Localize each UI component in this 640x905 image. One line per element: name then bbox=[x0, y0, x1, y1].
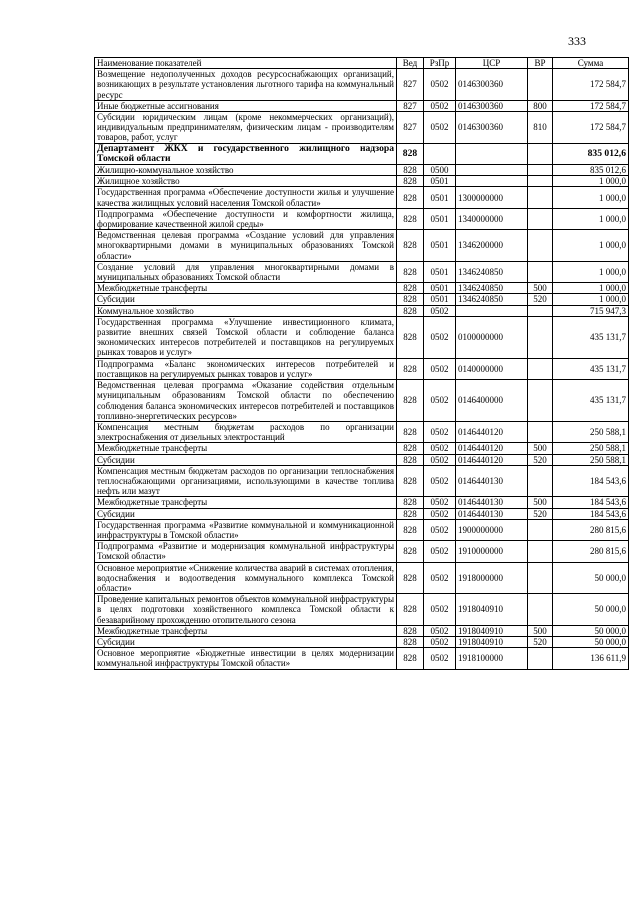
cell-name: Компенсация местным бюджетам расходов по организации электроснабжения от дизельных электростанций bbox=[95, 421, 397, 442]
cell-vr: 520 bbox=[528, 294, 553, 305]
cell-csr: 1346240850 bbox=[456, 283, 528, 294]
cell-vr: 800 bbox=[528, 100, 553, 111]
cell-vr bbox=[528, 380, 553, 422]
cell-ved: 828 bbox=[397, 519, 424, 540]
table-row bbox=[95, 358, 629, 379]
cell-vr: 810 bbox=[528, 112, 553, 144]
cell-sum: 835 012,6 bbox=[553, 165, 629, 176]
budget-table bbox=[94, 57, 629, 670]
cell-vr bbox=[528, 421, 553, 442]
cell-name: Подпрограмма «Развитие и модернизация коммунальной инфраструктуры Томской области» bbox=[95, 541, 397, 562]
table-row bbox=[95, 421, 629, 442]
cell-vr bbox=[528, 316, 553, 358]
cell-csr: 0146440130 bbox=[456, 508, 528, 519]
cell-sum: 184 543,6 bbox=[553, 497, 629, 508]
cell-name: Проведение капитальных ремонтов объектов коммунальной инфраструктуры в целях подготовки хозяйственного комплекса Томской области к безаварийному прохождению отопительного сезона bbox=[95, 594, 397, 626]
cell-rzpr: 0502 bbox=[424, 305, 456, 316]
page-number: 333 bbox=[568, 34, 586, 48]
cell-sum: 435 131,7 bbox=[553, 316, 629, 358]
cell-rzpr: 0501 bbox=[424, 261, 456, 282]
cell-csr: 0140000000 bbox=[456, 358, 528, 379]
cell-csr bbox=[456, 176, 528, 187]
table-row bbox=[95, 465, 629, 497]
table-header-row bbox=[95, 58, 629, 69]
cell-name: Государственная программа «Развитие коммунальной и коммуникационной инфраструктуры в Томской области» bbox=[95, 519, 397, 540]
cell-sum: 250 588,1 bbox=[553, 443, 629, 454]
cell-csr: 1346240850 bbox=[456, 261, 528, 282]
table-body bbox=[95, 69, 629, 669]
cell-ved: 827 bbox=[397, 100, 424, 111]
cell-sum: 50 000,0 bbox=[553, 594, 629, 626]
cell-rzpr: 0502 bbox=[424, 112, 456, 144]
cell-csr: 1900000000 bbox=[456, 519, 528, 540]
cell-sum: 1 000,0 bbox=[553, 261, 629, 282]
cell-rzpr bbox=[424, 143, 456, 164]
cell-vr: 500 bbox=[528, 283, 553, 294]
cell-sum: 280 815,6 bbox=[553, 519, 629, 540]
table-row bbox=[95, 294, 629, 305]
cell-name: Жилищное хозяйство bbox=[95, 176, 397, 187]
cell-sum: 1 000,0 bbox=[553, 176, 629, 187]
table-row bbox=[95, 443, 629, 454]
table-row bbox=[95, 283, 629, 294]
table-row bbox=[95, 636, 629, 647]
cell-ved: 828 bbox=[397, 636, 424, 647]
column-header-name: Наименование показателей bbox=[95, 58, 397, 69]
cell-name: Создание условий для управления многоквартирными домами в муниципальных образованиях Томской области bbox=[95, 261, 397, 282]
cell-rzpr: 0502 bbox=[424, 465, 456, 497]
table-row bbox=[95, 261, 629, 282]
cell-rzpr: 0502 bbox=[424, 636, 456, 647]
cell-name: Межбюджетные трансферты bbox=[95, 497, 397, 508]
cell-rzpr: 0502 bbox=[424, 508, 456, 519]
cell-vr bbox=[528, 143, 553, 164]
cell-rzpr: 0502 bbox=[424, 497, 456, 508]
table-row bbox=[95, 625, 629, 636]
column-header-csr: ЦСР bbox=[456, 58, 528, 69]
cell-vr bbox=[528, 261, 553, 282]
cell-ved: 828 bbox=[397, 648, 424, 669]
cell-ved: 827 bbox=[397, 69, 424, 101]
cell-ved: 828 bbox=[397, 625, 424, 636]
cell-name: Подпрограмма «Обеспечение доступности и комфортности жилища, формирование качественной жилой среды» bbox=[95, 208, 397, 229]
cell-name: Коммунальное хозяйство bbox=[95, 305, 397, 316]
cell-ved: 828 bbox=[397, 230, 424, 262]
cell-ved: 828 bbox=[397, 443, 424, 454]
cell-csr: 0146300360 bbox=[456, 100, 528, 111]
cell-vr bbox=[528, 208, 553, 229]
cell-name: Ведомственная целевая программа «Оказание содействия отдельным муниципальным образованиям Томской области по обеспечению соблюдения баланса экономических интересов потребителей и поставщиков топливно-энергетических ресурсов» bbox=[95, 380, 397, 422]
cell-ved: 828 bbox=[397, 541, 424, 562]
cell-name: Ведомственная целевая программа «Создание условий для управления многоквартирными домами в муниципальных образованиях Томской области» bbox=[95, 230, 397, 262]
cell-name: Основное мероприятие «Снижение количества аварий в системах отопления, водоснабжения и водоотведения коммунального комплекса Томской области» bbox=[95, 562, 397, 594]
table-row bbox=[95, 165, 629, 176]
cell-ved: 828 bbox=[397, 421, 424, 442]
table-row bbox=[95, 594, 629, 626]
cell-rzpr: 0502 bbox=[424, 380, 456, 422]
cell-csr: 1346240850 bbox=[456, 294, 528, 305]
cell-rzpr: 0502 bbox=[424, 69, 456, 101]
cell-csr bbox=[456, 165, 528, 176]
table-row bbox=[95, 143, 629, 164]
cell-sum: 1 000,0 bbox=[553, 187, 629, 208]
cell-sum: 172 584,7 bbox=[553, 112, 629, 144]
cell-name: Возмещение недополученных доходов ресурсоснабжающих организаций, возникающих в результате установления льготного тарифа на коммунальный ресурс bbox=[95, 69, 397, 101]
cell-rzpr: 0502 bbox=[424, 316, 456, 358]
cell-csr: 0146300360 bbox=[456, 112, 528, 144]
cell-vr bbox=[528, 187, 553, 208]
cell-name: Межбюджетные трансферты bbox=[95, 625, 397, 636]
cell-name: Субсидии bbox=[95, 454, 397, 465]
cell-ved: 828 bbox=[397, 508, 424, 519]
cell-vr bbox=[528, 165, 553, 176]
cell-csr: 1910000000 bbox=[456, 541, 528, 562]
cell-csr: 1918040910 bbox=[456, 625, 528, 636]
cell-vr bbox=[528, 69, 553, 101]
cell-ved: 828 bbox=[397, 143, 424, 164]
table-row bbox=[95, 519, 629, 540]
cell-csr: 0146440130 bbox=[456, 497, 528, 508]
cell-rzpr: 0500 bbox=[424, 165, 456, 176]
table-row bbox=[95, 112, 629, 144]
cell-name: Компенсация местным бюджетам расходов по организации теплоснабжения теплоснабжающими организациями, использующими в качестве топлива нефть или мазут bbox=[95, 465, 397, 497]
cell-rzpr: 0501 bbox=[424, 187, 456, 208]
cell-ved: 828 bbox=[397, 454, 424, 465]
table-row bbox=[95, 454, 629, 465]
cell-csr: 0146440120 bbox=[456, 443, 528, 454]
cell-vr: 520 bbox=[528, 636, 553, 647]
cell-rzpr: 0502 bbox=[424, 358, 456, 379]
cell-name: Государственная программа «Обеспечение доступности жилья и улучшение качества жилищных условий населения Томской области» bbox=[95, 187, 397, 208]
cell-ved: 828 bbox=[397, 358, 424, 379]
cell-rzpr: 0502 bbox=[424, 519, 456, 540]
table-row bbox=[95, 380, 629, 422]
cell-csr: 0146440130 bbox=[456, 465, 528, 497]
cell-sum: 50 000,0 bbox=[553, 562, 629, 594]
cell-name: Иные бюджетные ассигнования bbox=[95, 100, 397, 111]
cell-rzpr: 0501 bbox=[424, 294, 456, 305]
cell-vr: 520 bbox=[528, 454, 553, 465]
table-row bbox=[95, 316, 629, 358]
cell-ved: 828 bbox=[397, 562, 424, 594]
cell-rzpr: 0501 bbox=[424, 208, 456, 229]
cell-name: Субсидии bbox=[95, 294, 397, 305]
cell-csr: 0146400000 bbox=[456, 380, 528, 422]
cell-rzpr: 0502 bbox=[424, 100, 456, 111]
cell-rzpr: 0502 bbox=[424, 541, 456, 562]
cell-ved: 828 bbox=[397, 497, 424, 508]
cell-name: Межбюджетные трансферты bbox=[95, 283, 397, 294]
cell-sum: 435 131,7 bbox=[553, 358, 629, 379]
cell-vr bbox=[528, 594, 553, 626]
cell-rzpr: 0502 bbox=[424, 648, 456, 669]
cell-ved: 828 bbox=[397, 594, 424, 626]
cell-sum: 1 000,0 bbox=[553, 208, 629, 229]
cell-csr: 1346200000 bbox=[456, 230, 528, 262]
cell-sum: 172 584,7 bbox=[553, 100, 629, 111]
cell-vr: 500 bbox=[528, 625, 553, 636]
cell-vr bbox=[528, 519, 553, 540]
cell-vr bbox=[528, 465, 553, 497]
cell-name: Государственная программа «Улучшение инвестиционного климата, развитие внешних связей Томской области и соблюдение баланса экономических интересов потребителей и поставщиков на регулируемых рынках товаров и услуг» bbox=[95, 316, 397, 358]
cell-csr: 1918100000 bbox=[456, 648, 528, 669]
table-row bbox=[95, 541, 629, 562]
table-row bbox=[95, 187, 629, 208]
cell-vr bbox=[528, 541, 553, 562]
cell-rzpr: 0502 bbox=[424, 562, 456, 594]
cell-name: Департамент ЖКХ и государственного жилищного надзора Томской области bbox=[95, 143, 397, 164]
table-row bbox=[95, 508, 629, 519]
cell-sum: 715 947,3 bbox=[553, 305, 629, 316]
table-row bbox=[95, 100, 629, 111]
cell-vr: 500 bbox=[528, 443, 553, 454]
cell-name: Субсидии bbox=[95, 508, 397, 519]
cell-csr: 1918040910 bbox=[456, 636, 528, 647]
column-header-rzpr: РзПр bbox=[424, 58, 456, 69]
cell-vr bbox=[528, 648, 553, 669]
cell-vr bbox=[528, 305, 553, 316]
table-row bbox=[95, 648, 629, 669]
cell-rzpr: 0502 bbox=[424, 443, 456, 454]
cell-ved: 828 bbox=[397, 305, 424, 316]
cell-ved: 828 bbox=[397, 283, 424, 294]
cell-ved: 828 bbox=[397, 261, 424, 282]
cell-csr bbox=[456, 143, 528, 164]
cell-sum: 184 543,6 bbox=[553, 465, 629, 497]
cell-rzpr: 0502 bbox=[424, 594, 456, 626]
cell-sum: 1 000,0 bbox=[553, 283, 629, 294]
cell-ved: 828 bbox=[397, 165, 424, 176]
cell-sum: 50 000,0 bbox=[553, 636, 629, 647]
cell-vr bbox=[528, 176, 553, 187]
column-header-vr: ВР bbox=[528, 58, 553, 69]
cell-name: Субсидии bbox=[95, 636, 397, 647]
table-row bbox=[95, 497, 629, 508]
table-row bbox=[95, 305, 629, 316]
cell-rzpr: 0501 bbox=[424, 230, 456, 262]
cell-ved: 828 bbox=[397, 294, 424, 305]
cell-sum: 184 543,6 bbox=[553, 508, 629, 519]
cell-sum: 250 588,1 bbox=[553, 454, 629, 465]
table-row bbox=[95, 562, 629, 594]
table-row bbox=[95, 208, 629, 229]
cell-rzpr: 0502 bbox=[424, 625, 456, 636]
cell-name: Жилищно-коммунальное хозяйство bbox=[95, 165, 397, 176]
cell-sum: 172 584,7 bbox=[553, 69, 629, 101]
cell-sum: 835 012,6 bbox=[553, 143, 629, 164]
cell-vr bbox=[528, 230, 553, 262]
cell-rzpr: 0501 bbox=[424, 283, 456, 294]
cell-csr bbox=[456, 305, 528, 316]
cell-csr: 0146440120 bbox=[456, 421, 528, 442]
cell-csr: 1300000000 bbox=[456, 187, 528, 208]
cell-ved: 828 bbox=[397, 176, 424, 187]
cell-csr: 0146440120 bbox=[456, 454, 528, 465]
cell-csr: 0146300360 bbox=[456, 69, 528, 101]
cell-sum: 1 000,0 bbox=[553, 294, 629, 305]
table-row bbox=[95, 69, 629, 101]
column-header-sum: Сумма bbox=[553, 58, 629, 69]
cell-csr: 0100000000 bbox=[456, 316, 528, 358]
cell-rzpr: 0502 bbox=[424, 421, 456, 442]
cell-rzpr: 0502 bbox=[424, 454, 456, 465]
cell-ved: 827 bbox=[397, 112, 424, 144]
cell-sum: 280 815,6 bbox=[553, 541, 629, 562]
cell-ved: 828 bbox=[397, 465, 424, 497]
cell-vr bbox=[528, 358, 553, 379]
cell-sum: 1 000,0 bbox=[553, 230, 629, 262]
cell-vr: 500 bbox=[528, 497, 553, 508]
table-row bbox=[95, 230, 629, 262]
cell-name: Субсидии юридическим лицам (кроме некоммерческих организаций), индивидуальным предпринимателям, физическим лицам - производителям товаров, работ, услуг bbox=[95, 112, 397, 144]
cell-name: Межбюджетные трансферты bbox=[95, 443, 397, 454]
cell-sum: 435 131,7 bbox=[553, 380, 629, 422]
cell-ved: 828 bbox=[397, 316, 424, 358]
cell-name: Подпрограмма «Баланс экономических интересов потребителей и поставщиков на регулируемых рынках товаров и услуг» bbox=[95, 358, 397, 379]
table-row bbox=[95, 176, 629, 187]
cell-vr bbox=[528, 562, 553, 594]
cell-sum: 50 000,0 bbox=[553, 625, 629, 636]
cell-ved: 828 bbox=[397, 187, 424, 208]
cell-name: Основное мероприятие «Бюджетные инвестиции в целях модернизации коммунальной инфраструктуры Томской области» bbox=[95, 648, 397, 669]
column-header-ved: Вед bbox=[397, 58, 424, 69]
cell-vr: 520 bbox=[528, 508, 553, 519]
cell-csr: 1918000000 bbox=[456, 562, 528, 594]
cell-ved: 828 bbox=[397, 208, 424, 229]
cell-ved: 828 bbox=[397, 380, 424, 422]
cell-sum: 136 611,9 bbox=[553, 648, 629, 669]
cell-rzpr: 0501 bbox=[424, 176, 456, 187]
cell-csr: 1918040910 bbox=[456, 594, 528, 626]
cell-csr: 1340000000 bbox=[456, 208, 528, 229]
cell-sum: 250 588,1 bbox=[553, 421, 629, 442]
